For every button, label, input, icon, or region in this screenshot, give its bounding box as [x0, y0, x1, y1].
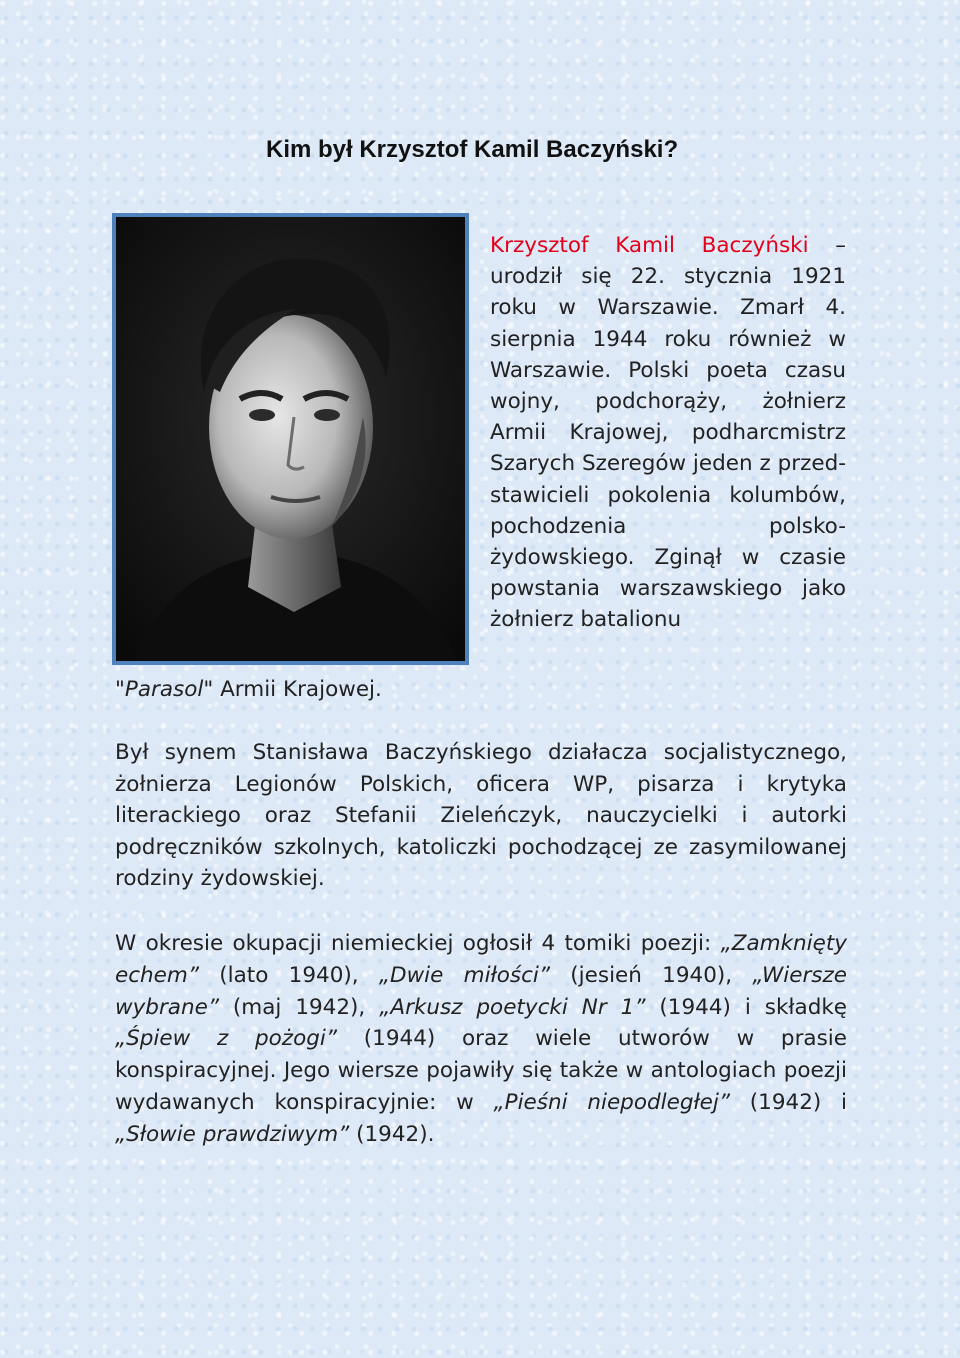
works-text-5: (1944) i składkę — [645, 994, 848, 1020]
works-text-1: W okresie okupacji niemieckiej ogłosił 4 tomiki poezji: — [115, 931, 721, 956]
works-text-4: (maj 1942), — [218, 994, 380, 1020]
family-paragraph: Był synem Stanisława Baczyńskiego działacza socjalistycznego, żołnierza Legionów Polskich, oficera WP, pisarza i krytyka literackiego oraz Stefanii Zieleńczyk, nauczycielki i autorki podręczników szkolnych, katoliczki pochodzącej ze zasymilowanej rodziny żydowskiej. — [115, 740, 847, 891]
work-title-4: „Arkusz poetycki Nr 1” — [379, 994, 646, 1020]
work-title-5: „Śpiew z pożogi” — [115, 1026, 338, 1052]
biography-intro — [490, 230, 846, 670]
caption-quote-open: " — [115, 677, 125, 702]
caption-battalion-name: Parasol — [124, 677, 204, 702]
work-title-1: „Zamknięty echem” — [115, 931, 847, 988]
work-title-7: „Słowie prawdziwym” — [115, 1121, 350, 1147]
works-text-7: (1942) i — [730, 1089, 848, 1115]
biography-intro-text: – urodził się 22. stycznia 1921 roku w Warszawie. Zmarł 4. sierpnia 1944 roku również w Warszawie. Polski poeta czasu wojny, podchorąży, żołnierz Armii Krajowej, podharcmistrz Szarych Szeregów jeden z przedstawicieli pokolenia kolumbów, pochodzenia polsko-żydowskiego. Zginął w czasie powstania warszawskiego jako żołnierz batalionu — [490, 233, 846, 633]
work-title-6: „Pieśni niepodległej” — [493, 1089, 730, 1115]
portrait-image — [116, 217, 465, 661]
caption-rest: " Armii Krajowej. — [203, 677, 382, 702]
work-title-2: „Dwie miłości” — [378, 962, 551, 988]
poet-name: Krzysztof Kamil Baczyński — [490, 233, 809, 258]
works-text-2: (lato 1940), — [198, 962, 379, 988]
work-title-3: „Wiersze wybrane” — [115, 962, 847, 1020]
portrait-photo — [112, 213, 469, 665]
works-text-8: (1942). — [349, 1121, 435, 1147]
works-text-3: (jesień 1940), — [550, 962, 753, 988]
works-paragraph — [115, 928, 847, 1151]
works-text-6: (1944) oraz wiele utworów w prasie konspiracyjnej. Jego wiersze pojawiły się także w antologiach poezji wydawanych konspiracyjnie: w — [115, 1026, 847, 1115]
battalion-caption — [115, 674, 382, 705]
page-title: Kim był Krzysztof Kamil Baczyński? — [266, 136, 679, 163]
